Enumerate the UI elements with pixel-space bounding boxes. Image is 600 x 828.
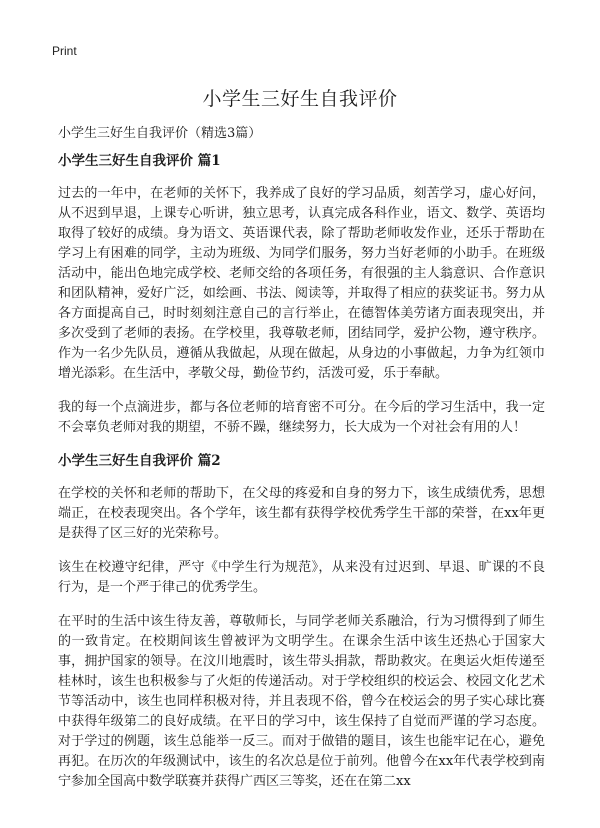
section-heading-1: 小学生三好生自我评价 篇1 (58, 153, 221, 169)
document-body (58, 152, 545, 806)
document-subtitle: 小学生三好生自我评价（精选3篇） (58, 126, 262, 141)
section-2-paragraph-3: 在平时的生活中该生待友善，尊敬师长，与同学老师关系融洽，行为习惯得到了师生的一致肯定。在校期间该生曾被评为文明学生。在课余生活中该生还热心于国家大事，拥护国家的领导。在汶川地震时，该生带头捐款，帮助救灾。在奥运火炬传递至桂林时，该生也积极参与了火炬的传递活动。对于学校组织的校运会、校园文化艺术节等活动中，该生也同样积极对待，并且表现不俗，曾今在校运会的男子实心球比赛中获得年级第二的良好成绩。在平日的学习中，该生保持了自觉而严谨的学习态度。对于学过的例题，该生总能举一反三。而对于做错的题目，该生也能牢记在心，避免再犯。在历次的年级测试中，该生的名次总是位于前列。他曾今在xx年代表学校到南宁参加全国高中数学联赛并获得广西区三等奖，还在在第二xx (58, 614, 545, 789)
document-title: 小学生三好生自我评价 (202, 88, 398, 110)
section-2-paragraph-2: 该生在校遵守纪律，严守《中学生行为规范》，从来没有过迟到、早退、旷课的不良行为，是一个严于律己的优秀学生。 (58, 560, 545, 595)
section-1-paragraph-1: 过去的一年中，在老师的关怀下，我养成了良好的学习品质，刻苦学习，虚心好问，从不迟到早退，上课专心听讲，独立思考，认真完成各科作业，语文、数学、英语均取得了较好的成绩。身为语文、英语课代表，除了帮助老师收发作业，还乐于帮助在学习上有困难的同学，主动为班级、为同学们服务，努力当好老师的小助手。在班级活动中，能出色地完成学校、老师交给的各项任务，有很强的主人翁意识、合作意识和团队精神，爱好广泛，如绘画、书法、阅读等，并取得了相应的获奖证书。努力从各方面提高自己，时时刻刻注意自己的言行举止，在德智体美劳诸方面表现突出，并多次受到了老师的表扬。在学校里，我尊敬老师，团结同学，爱护公物，遵守秩序。作为一名少先队员，遵循从我做起，从现在做起，从身边的小事做起，力争为红领巾增光添彩。在生活中，孝敬父母，勤俭节约，活泼可爱，乐于奉献。 (58, 186, 545, 381)
print-link[interactable]: Print (52, 44, 77, 58)
section-heading-2: 小学生三好生自我评价 篇2 (58, 453, 221, 469)
section-2-paragraph-1: 在学校的关怀和老师的帮助下，在父母的疼爱和自身的努力下，该生成绩优秀，思想端正，在校表现突出。各个学年，该生都有获得学校优秀学生干部的荣誉，在xx年更是获得了区三好的光荣称号。 (58, 486, 545, 541)
section-1-paragraph-2: 我的每一个点滴进步，都与各位老师的培育密不可分。在今后的学习生活中，我一定不会辜负老师对我的期望，不骄不躁，继续努力，长大成为一个对社会有用的人！ (58, 400, 545, 435)
